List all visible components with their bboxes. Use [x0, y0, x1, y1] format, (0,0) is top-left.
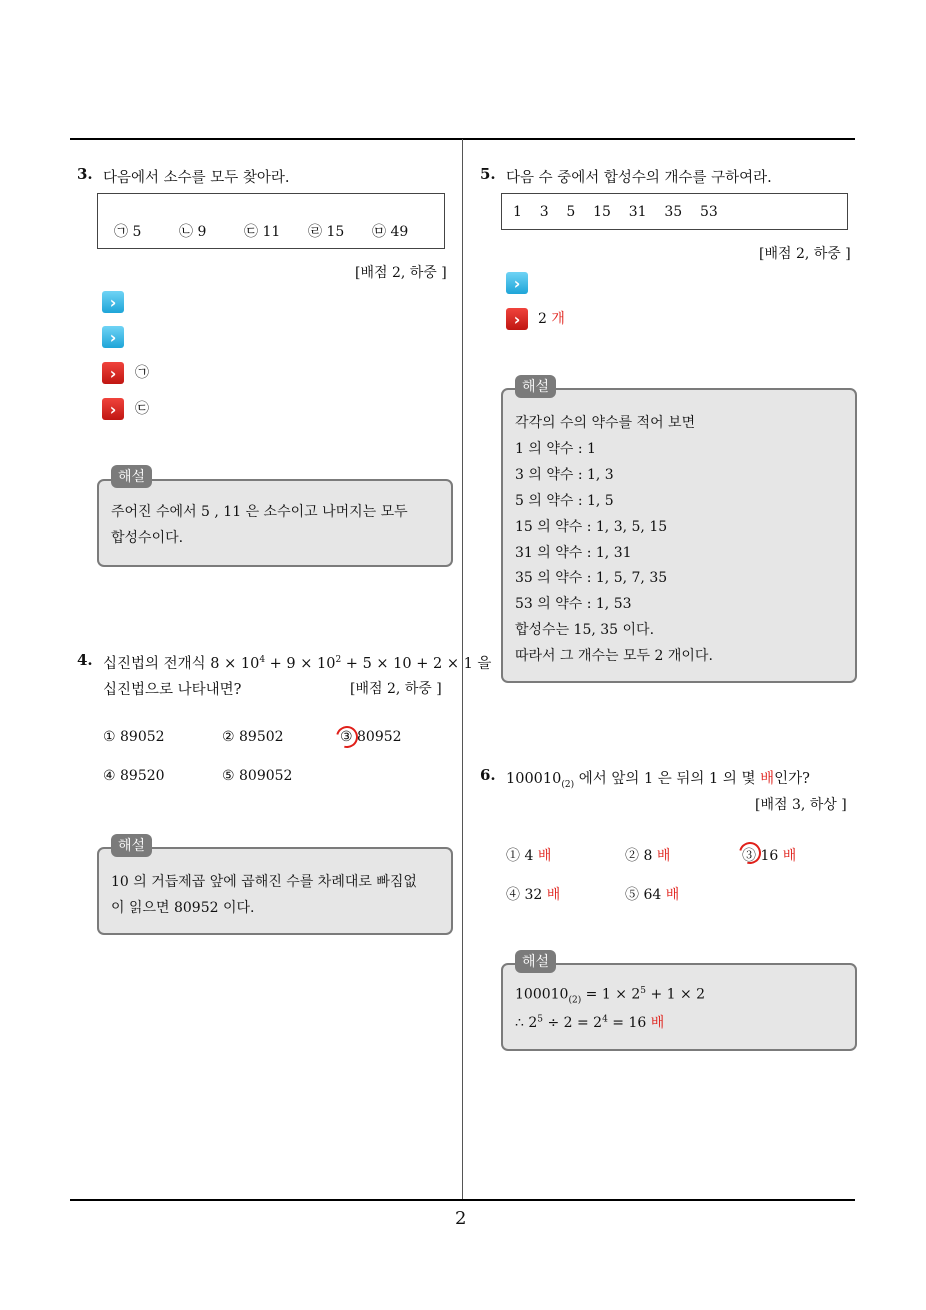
solution-line: 10 의 거듭제곱 앞에 곱해진 수를 차례대로 빠짐없 [111, 874, 417, 890]
text-part: 십진법의 전개식 8 × 10 [103, 656, 260, 672]
question-3-number: 3. [77, 165, 93, 183]
question-3-text: 다음에서 소수를 모두 찾아라. [103, 170, 290, 186]
choice-label: ① 4 [506, 848, 534, 864]
question-3-points: [배점 2, 하중 ] [355, 265, 447, 281]
solution-line-1 [515, 986, 705, 1005]
chevron-right-icon[interactable]: › [102, 398, 124, 420]
page-number: 2 [455, 1208, 467, 1229]
exponent: 4 [602, 1014, 608, 1025]
choice-1[interactable]: ① 89052 [103, 729, 165, 745]
question-4-points: [배점 2, 하중 ] [350, 681, 442, 697]
text-part: + 9 × 10 [265, 656, 336, 672]
text-part: = 16 [607, 1015, 651, 1031]
item-c: ㉢ 11 [244, 224, 281, 240]
question-5-number-box [501, 193, 848, 230]
choice-2[interactable]: ② 89502 [222, 729, 284, 745]
choice-4[interactable]: ④ 89520 [103, 768, 165, 784]
choice-5[interactable]: ⑤ 809052 [222, 768, 293, 784]
choice-3[interactable]: ③ 80952 [340, 729, 402, 745]
solution-line: 주어진 수에서 5 , 11 은 소수이고 나머지는 모두 [111, 504, 408, 520]
choice-label: ④ 32 [506, 887, 543, 903]
question-3-item-box [97, 193, 445, 249]
exponent: 4 [259, 655, 266, 666]
solution-label: 해설 [111, 465, 152, 488]
chevron-right-icon[interactable]: › [102, 291, 124, 313]
text-part: 100010 [515, 986, 569, 1003]
item-a: ㉠ 5 [114, 224, 142, 240]
question-5-text: 다음 수 중에서 합성수의 개수를 구하여라. [506, 170, 772, 186]
solution-line: 이 읽으면 80952 이다. [111, 900, 255, 916]
item-e: ㉤ 49 [372, 224, 409, 240]
text-part: = 1 × 2 [581, 986, 641, 1003]
solution-line: 31 의 약수 : 1, 31 [515, 545, 632, 561]
text-part: 배 [650, 1015, 665, 1031]
choice-4[interactable] [506, 884, 560, 904]
correct-answer-mark [332, 722, 362, 752]
solution-line: 3 의 약수 : 1, 3 [515, 467, 614, 483]
item-b: ㉡ 9 [179, 224, 207, 240]
chevron-right-icon[interactable]: › [506, 308, 528, 330]
choice-unit: 배 [665, 887, 680, 903]
choice-label: ⑤ 64 [625, 887, 662, 903]
question-4-number: 4. [77, 651, 93, 669]
question-5-points: [배점 2, 하중 ] [759, 246, 851, 262]
exponent: 5 [537, 1014, 543, 1025]
solution-line: 합성수이다. [111, 530, 184, 546]
solution-line: 합성수는 15, 35 이다. [515, 622, 655, 638]
text-part: + 1 × 2 [646, 986, 706, 1003]
subscript: (2) [561, 779, 575, 790]
number-list: 1 3 5 15 31 35 53 [513, 204, 718, 220]
question-3-answer-2: ㉢ [135, 401, 149, 417]
choice-unit: 배 [782, 848, 797, 864]
chevron-right-icon[interactable]: › [102, 326, 124, 348]
solution-label: 해설 [111, 834, 152, 857]
text-part: + 5 × 10 + 2 × 1 을 [341, 656, 492, 672]
text-part: ÷ 2 = 2 [543, 1015, 603, 1031]
text-part: 배 [760, 771, 775, 787]
chevron-right-icon[interactable]: › [506, 272, 528, 294]
solution-label: 해설 [515, 950, 556, 973]
choice-label: ③ 16 [742, 848, 779, 864]
question-5-number: 5. [480, 165, 496, 183]
solution-line: 53 의 약수 : 1, 53 [515, 596, 632, 612]
solution-line: 35 의 약수 : 1, 5, 7, 35 [515, 570, 668, 586]
answer-unit: 개 [551, 311, 565, 327]
choice-2[interactable] [625, 845, 670, 865]
bottom-rule [70, 1199, 855, 1201]
solution-line: 5 의 약수 : 1, 5 [515, 493, 614, 509]
choice-label: ② 8 [625, 848, 653, 864]
question-4-text-line2: 십진법으로 나타내면? [103, 682, 242, 698]
solution-line: 각각의 수의 약수를 적어 보면 [515, 415, 696, 431]
question-5-solution-box [501, 388, 857, 683]
solution-line: 1 의 약수 : 1 [515, 441, 596, 457]
exponent: 5 [640, 986, 647, 996]
text-part: 100010 [506, 771, 562, 787]
choice-unit: 배 [656, 848, 671, 864]
question-6-text [506, 767, 810, 790]
text-part: 에서 앞의 1 은 뒤의 1 의 몇 [574, 771, 761, 787]
answer-value: 2 [538, 311, 547, 327]
solution-line: 따라서 그 개수는 모두 2 개이다. [515, 648, 713, 664]
item-d: ㉣ 15 [308, 224, 345, 240]
choice-5[interactable] [625, 884, 679, 904]
choice-unit: 배 [537, 848, 552, 864]
question-5-answer [538, 308, 565, 328]
question-3-solution-box [97, 479, 453, 567]
question-3-answer-1: ㉠ [135, 365, 149, 381]
text-part: ∴ 2 [515, 1015, 538, 1031]
choice-1[interactable] [506, 845, 551, 865]
choice-unit: 배 [546, 887, 561, 903]
text-part: 인가? [774, 771, 810, 787]
solution-line-2 [515, 1012, 664, 1032]
exponent: 2 [335, 655, 342, 666]
solution-line: 15 의 약수 : 1, 3, 5, 15 [515, 519, 668, 535]
question-4-text-line1 [103, 652, 491, 673]
question-6-number: 6. [480, 766, 496, 784]
question-4-solution-box [97, 847, 453, 935]
chevron-right-icon[interactable]: › [102, 362, 124, 384]
question-6-solution-box [501, 963, 857, 1051]
solution-label: 해설 [515, 375, 556, 398]
question-6-points: [배점 3, 하상 ] [755, 797, 847, 813]
subscript: (2) [568, 995, 582, 1006]
